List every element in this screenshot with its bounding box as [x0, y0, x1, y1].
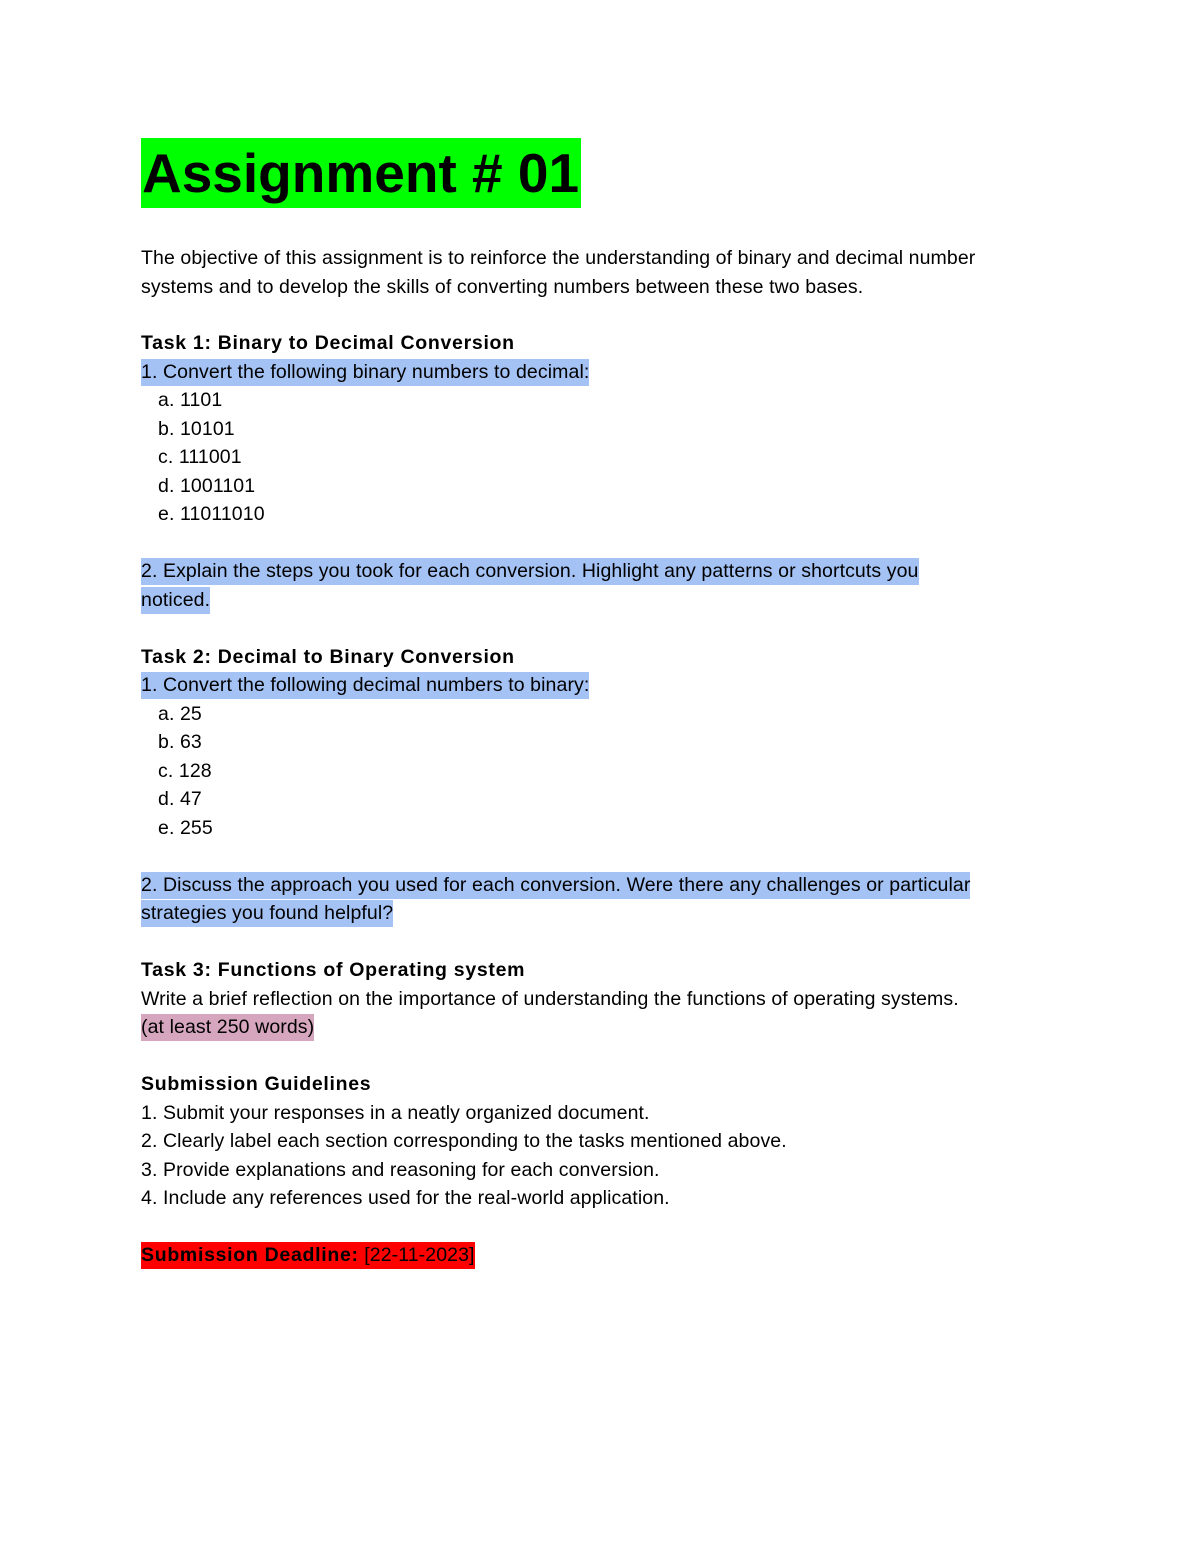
guideline-item: 3. Provide explanations and reasoning for each conversion.: [141, 1158, 660, 1181]
assignment-title: Assignment # 01: [141, 138, 581, 208]
task2-question-2-line-1: 2. Discuss the approach you used for each conversion. Were there any challenges or particular: [141, 872, 970, 899]
task3-section: [141, 956, 1081, 1070]
guidelines-section: [141, 1070, 1081, 1241]
task1-item: c. 111001: [158, 446, 242, 468]
task1-item: a. 1101: [158, 389, 223, 411]
deadline-highlight: [141, 1242, 475, 1269]
task2-item: a. 25: [158, 702, 202, 725]
task1-section: [141, 329, 1081, 643]
deadline-date: [22-11-2023]: [364, 1244, 475, 1266]
guideline-item: 1. Submit your responses in a neatly organized document.: [141, 1101, 650, 1124]
deadline-label: Submission Deadline:: [141, 1244, 359, 1266]
task1-question-2-line-1: 2. Explain the steps you took for each conversion. Highlight any patterns or shortcuts you: [141, 558, 919, 585]
task3-line-1: Write a brief reflection on the importance of understanding the functions of operating systems.: [141, 987, 959, 1010]
task1-item: d. 1001101: [158, 474, 256, 497]
task2-item: b. 63: [158, 731, 202, 753]
task1-item: b. 10101: [158, 417, 235, 440]
task1-item: e. 11011010: [158, 503, 265, 525]
task1-question-2-line-2: noticed.: [141, 587, 210, 614]
task2-question-1: 1. Convert the following decimal numbers to binary:: [141, 672, 589, 699]
objective-paragraph: [141, 244, 1081, 301]
task3-heading: Task 3: Functions of Operating system: [141, 959, 526, 981]
task2-heading: Task 2: Decimal to Binary Conversion: [141, 645, 515, 668]
guideline-item: 2. Clearly label each section corresponding to the tasks mentioned above.: [141, 1130, 787, 1152]
task2-question-2-line-2: strategies you found helpful?: [141, 900, 393, 927]
objective-line-2: systems and to develop the skills of converting numbers between these two bases.: [141, 275, 864, 298]
task2-item: c. 128: [158, 759, 212, 782]
deadline-section: [141, 1241, 1081, 1270]
task2-section: [141, 643, 1081, 957]
word-count-note: (at least 250 words): [141, 1014, 314, 1041]
document-page: [141, 138, 1081, 1270]
task2-item: d. 47: [158, 788, 202, 810]
task1-heading: Task 1: Binary to Decimal Conversion: [141, 332, 515, 354]
task2-item: e. 255: [158, 816, 213, 839]
guidelines-heading: Submission Guidelines: [141, 1073, 372, 1095]
objective-line-1: The objective of this assignment is to reinforce the understanding of binary and decimal number: [141, 247, 976, 269]
guideline-item: 4. Include any references used for the real-world application.: [141, 1187, 670, 1209]
task1-question-1: 1. Convert the following binary numbers to decimal:: [141, 359, 589, 386]
